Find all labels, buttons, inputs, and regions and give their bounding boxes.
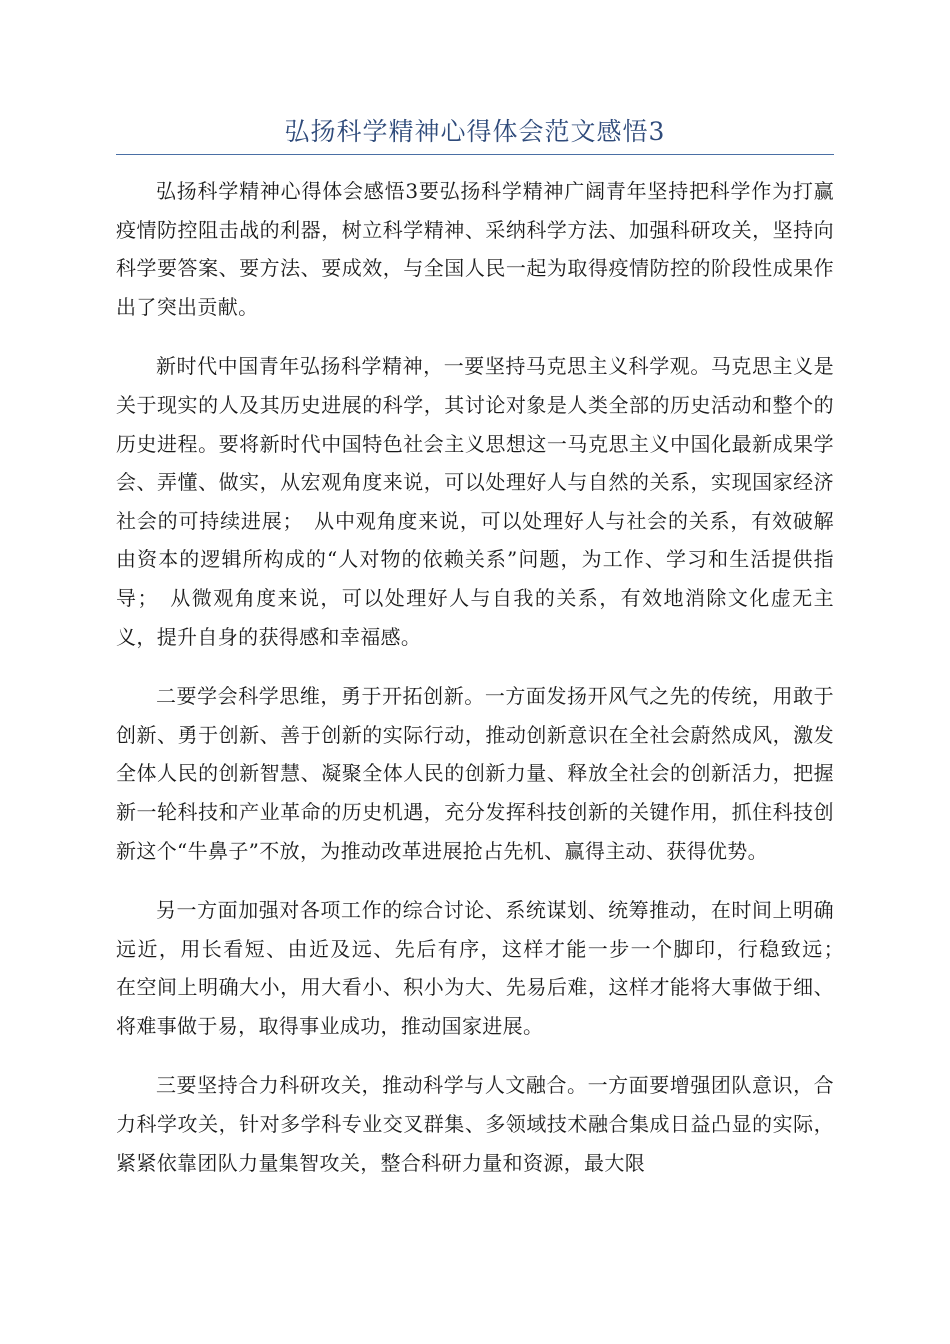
title-underline xyxy=(116,154,834,155)
paragraph-4: 另一方面加强对各项工作的综合讨论、系统谋划、统筹推动，在时间上明确远近，用长看短、由近及远、先后有序，这样才能一步一个脚印，行稳致远； 在空间上明确大小，用大看小、积小为大、先易后难，这样才能将大事做于细、将难事做于易，取得事业成功，推动国家进展。 xyxy=(116,898,855,1038)
document-body xyxy=(116,172,855,1203)
paragraph-5: 三要坚持合力科研攻关，推动科学与人文融合。一方面要增强团队意识，合力科学攻关，针对多学科专业交叉群集、多领域技术融合集成日益凸显的实际，紧紧依靠团队力量集智攻关，整合科研力量和资源，最大限 xyxy=(116,1073,834,1175)
paragraph-2: 新时代中国青年弘扬科学精神，一要坚持马克思主义科学观。马克思主义是关于现实的人及其历史进展的科学，其讨论对象是人类全部的历史活动和整个的历史进程。要将新时代中国特色社会主义思想这一马克思主义中国化最新成果学会、弄懂、做实，从宏观角度来说，可以处理好人与自然的关系，实现国家经济社会的可持续进展； 从中观角度来说，可以处理好人与社会的关系，有效破解由资本的逻辑所构成的“人对物的依赖关系”问题，为工作、学习和生活提供指导； 从微观角度来说，可以处理好人与自我的关系，有效地消除文化虚无主义，提升自身的获得感和幸福感。 xyxy=(116,354,834,649)
document-title: 弘扬科学精神心得体会范文感悟3 xyxy=(284,117,666,146)
paragraph-3: 二要学会科学思维，勇于开拓创新。一方面发扬开风气之先的传统，用敢于创新、勇于创新、善于创新的实际行动，推动创新意识在全社会蔚然成风，激发全体人民的创新智慧、凝聚全体人民的创新力量、释放全社会的创新活力，把握新一轮科技和产业革命的历史机遇，充分发挥科技创新的关键作用，抓住科技创新这个“牛鼻子”不放，为推动改革进展抢占先机、赢得主动、获得优势。 xyxy=(116,684,834,863)
paragraph-1: 弘扬科学精神心得体会感悟3要弘扬科学精神广阔青年坚持把科学作为打赢疫情防控阻击战的利器，树立科学精神、采纳科学方法、加强科研攻关，坚持向科学要答案、要方法、要成效，与全国人民一起为取得疫情防控的阶段性成果作出了突出贡献。 xyxy=(116,179,834,319)
